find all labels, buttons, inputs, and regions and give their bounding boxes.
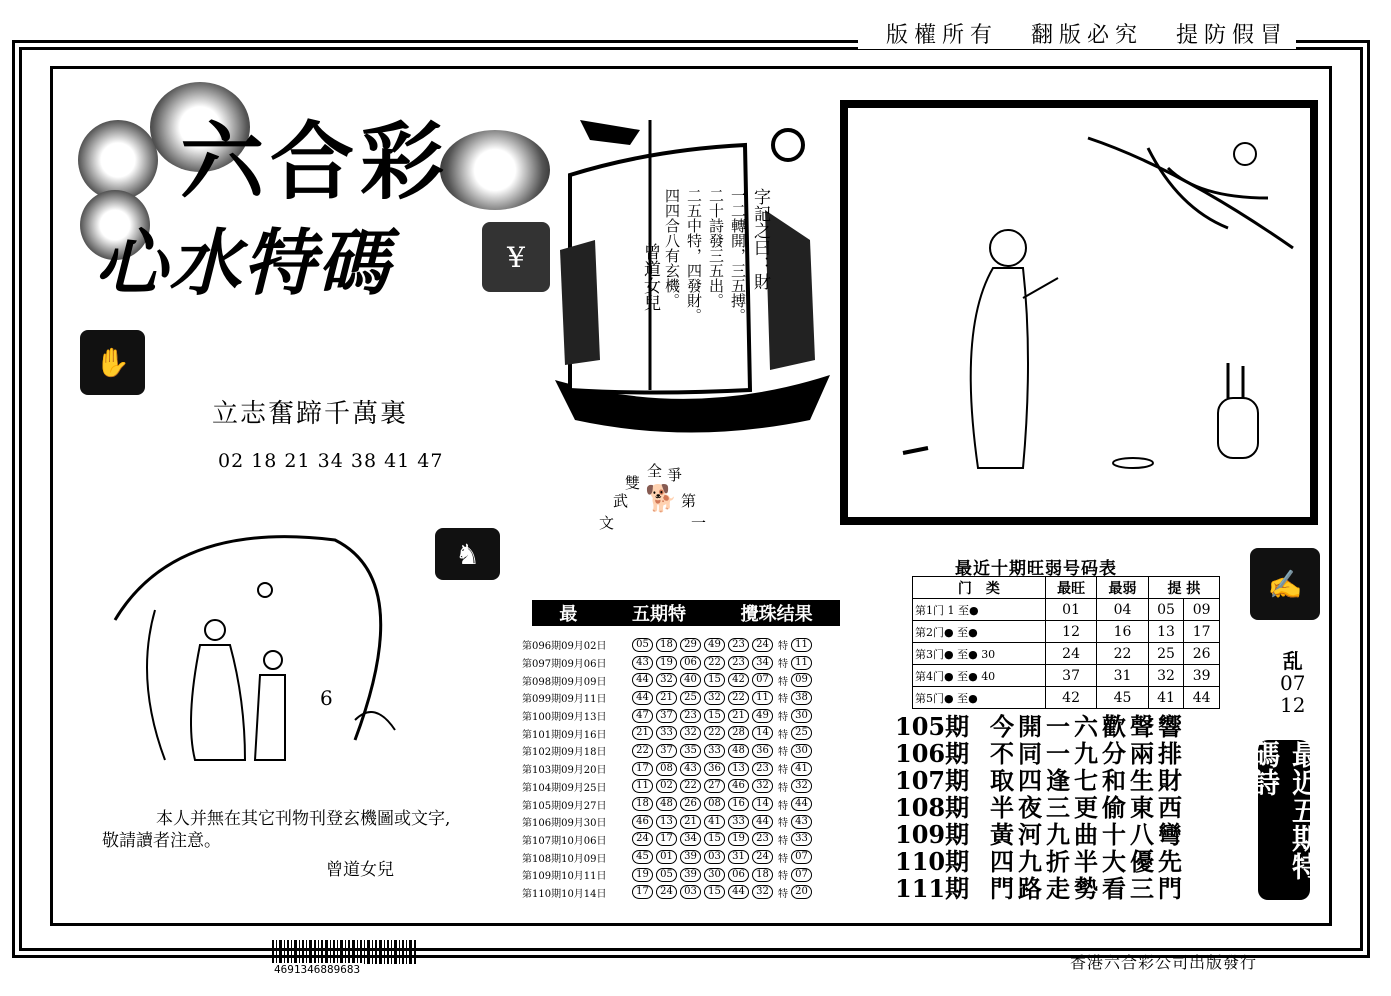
poem-text: 四九折半大優先	[990, 847, 1186, 876]
door: 第5门● 至●	[913, 687, 1046, 709]
col-weak: 最弱	[1097, 577, 1148, 599]
result-ball: 34	[680, 832, 701, 846]
results-header-2: 五期特	[631, 604, 686, 625]
result-ball: 24	[752, 638, 773, 652]
result-ball: 05	[656, 868, 677, 882]
issue-date	[1280, 650, 1305, 716]
result-row	[522, 884, 832, 902]
poem-author: 曾道女兒	[640, 243, 660, 311]
result-ball: 47	[632, 709, 653, 723]
cell-weak: 16	[1097, 621, 1148, 643]
strong-weak-table	[912, 576, 1220, 709]
poem-col-5: 四四合八有玄機。	[663, 188, 681, 308]
cell-provide-1: 32	[1148, 665, 1184, 687]
riddle-char-2: 爭	[667, 466, 683, 484]
result-ball: 48	[656, 797, 677, 811]
special-label: 特	[778, 782, 788, 794]
result-row	[522, 671, 832, 689]
special-label: 特	[778, 712, 788, 724]
date-month: 07	[1280, 671, 1306, 695]
cell-weak: 31	[1097, 665, 1148, 687]
sub-title: 心水特碼	[95, 221, 392, 305]
result-row	[522, 724, 832, 742]
special-label: 特	[778, 888, 788, 900]
cell-provide-1: 41	[1148, 687, 1184, 709]
poem-text: 取四逢七和生財	[990, 766, 1186, 795]
result-ball: 18	[632, 797, 653, 811]
cell-provide-2: 09	[1184, 599, 1220, 621]
date-day: 12	[1280, 693, 1306, 717]
result-ball: 23	[728, 656, 749, 670]
result-ball: 13	[728, 762, 749, 776]
result-date: 第098期09月09日	[522, 676, 607, 688]
door: 第2门● 至●	[913, 621, 1046, 643]
cell-strong: 12	[1045, 621, 1096, 643]
result-ball: 02	[656, 779, 677, 793]
result-ball: 36	[704, 762, 725, 776]
result-ball: 25	[680, 691, 701, 705]
result-ball: 19	[728, 832, 749, 846]
disclaimer-line-2: 敬請讀者注意。	[102, 831, 221, 851]
result-ball: 44	[752, 815, 773, 829]
moneybag-icon: ¥	[482, 222, 550, 292]
result-row	[522, 848, 832, 866]
special-label: 特	[778, 729, 788, 741]
result-ball: 11	[752, 691, 773, 705]
result-ball: 17	[632, 885, 653, 899]
special-label: 特	[778, 818, 788, 830]
recommended-numbers: 02 18 21 34 38 41 47	[218, 450, 444, 472]
result-row	[522, 795, 832, 813]
special-ball: 11	[791, 656, 812, 670]
cell-provide-2: 17	[1184, 621, 1220, 643]
result-ball: 33	[656, 726, 677, 740]
result-row	[522, 654, 832, 672]
result-date: 第108期10月09日	[522, 853, 607, 865]
special-ball: 07	[791, 868, 812, 882]
result-ball: 08	[656, 762, 677, 776]
special-ball: 43	[791, 815, 812, 829]
result-row	[522, 831, 832, 849]
result-date: 第099期09月11日	[522, 694, 607, 706]
cell-weak: 04	[1097, 599, 1148, 621]
horse-hand-icon: ✋	[80, 330, 145, 395]
result-ball: 41	[704, 815, 725, 829]
result-ball: 15	[704, 673, 725, 687]
poem-issue: 109期	[895, 820, 970, 849]
table-row	[913, 643, 1220, 665]
result-ball: 23	[752, 762, 773, 776]
disclaimer-line-1: 本人并無在其它刊物刊登玄機圖或文字,	[156, 809, 451, 829]
special-ball: 09	[791, 673, 812, 687]
special-label: 特	[778, 853, 788, 865]
result-ball: 22	[728, 691, 749, 705]
poem-col-2: 一二轉開，三五搏。	[729, 188, 747, 323]
result-ball: 43	[680, 762, 701, 776]
result-ball: 27	[704, 779, 725, 793]
result-row	[522, 707, 832, 725]
special-label: 特	[778, 765, 788, 777]
main-title: 六合彩	[180, 113, 451, 211]
poem-issue: 110期	[895, 847, 970, 876]
hand-rope-icon: ✍	[1250, 548, 1320, 620]
poem-row	[895, 869, 1186, 904]
cell-strong: 37	[1045, 665, 1096, 687]
result-ball: 46	[632, 815, 653, 829]
result-ball: 06	[680, 656, 701, 670]
riddle-figure	[595, 460, 715, 530]
result-ball: 44	[728, 885, 749, 899]
cell-provide-2: 44	[1184, 687, 1220, 709]
title-orb-1	[78, 120, 158, 200]
woman-praying-illustration	[840, 100, 1318, 525]
result-ball: 46	[728, 779, 749, 793]
result-ball: 44	[632, 673, 653, 687]
result-ball: 43	[632, 656, 653, 670]
result-row	[522, 689, 832, 707]
result-ball: 39	[680, 868, 701, 882]
result-date: 第103期09月20日	[522, 765, 607, 777]
col-provide: 提 拱	[1148, 577, 1219, 599]
result-ball: 24	[632, 832, 653, 846]
result-ball: 14	[752, 726, 773, 740]
table-row	[913, 665, 1220, 687]
disclaimer	[102, 808, 450, 852]
result-date: 第101期09月16日	[522, 729, 607, 741]
result-date: 第105期09月27日	[522, 800, 607, 812]
poem-issue: 107期	[895, 766, 970, 795]
poem-text: 黃河九曲十八彎	[990, 820, 1186, 849]
result-ball: 05	[632, 638, 653, 652]
special-ball: 30	[791, 744, 812, 758]
result-ball: 13	[656, 815, 677, 829]
cell-provide-1: 13	[1148, 621, 1184, 643]
special-label: 特	[778, 800, 788, 812]
result-ball: 15	[704, 885, 725, 899]
result-ball: 31	[728, 850, 749, 864]
result-ball: 37	[656, 709, 677, 723]
result-ball: 34	[752, 656, 773, 670]
result-ball: 22	[704, 656, 725, 670]
result-ball: 16	[728, 797, 749, 811]
riddle-char-6: 文	[599, 514, 615, 532]
result-ball: 33	[728, 815, 749, 829]
special-label: 特	[778, 694, 788, 706]
riddle-char-5: 第	[681, 492, 697, 510]
poem-col-4: 二五中特，四發財。	[685, 188, 703, 323]
result-ball: 15	[704, 832, 725, 846]
notice-1: 版權所有	[885, 23, 998, 48]
result-ball: 35	[680, 744, 701, 758]
result-ball: 18	[656, 638, 677, 652]
table-row	[913, 599, 1220, 621]
result-ball: 28	[728, 726, 749, 740]
results-header-3: 攪珠结果	[740, 604, 813, 625]
result-row	[522, 866, 832, 884]
special-ball: 41	[791, 762, 812, 776]
result-ball: 11	[632, 779, 653, 793]
special-label: 特	[778, 835, 788, 847]
cell-weak: 22	[1097, 643, 1148, 665]
poem-col-3: 二十詩發三五出。	[707, 188, 725, 308]
result-ball: 32	[704, 691, 725, 705]
result-row	[522, 760, 832, 778]
result-ball: 22	[632, 744, 653, 758]
result-ball: 17	[656, 832, 677, 846]
result-ball: 17	[632, 762, 653, 776]
special-ball: 11	[791, 638, 812, 652]
result-ball: 23	[680, 709, 701, 723]
result-ball: 03	[680, 885, 701, 899]
dog-icon: 🐕	[645, 484, 678, 514]
result-ball: 23	[728, 638, 749, 652]
result-ball: 30	[704, 868, 725, 882]
result-ball: 37	[656, 744, 677, 758]
result-ball: 49	[704, 638, 725, 652]
cell-provide-1: 05	[1148, 599, 1184, 621]
cell-strong: 01	[1045, 599, 1096, 621]
result-ball: 22	[680, 779, 701, 793]
door: 第3门● 至● 30	[913, 643, 1046, 665]
result-ball: 24	[752, 850, 773, 864]
cell-strong: 24	[1045, 643, 1096, 665]
result-ball: 32	[752, 885, 773, 899]
result-date: 第110期10月14日	[522, 888, 607, 900]
table-row	[913, 621, 1220, 643]
barcode-number: 4691346889683	[274, 963, 361, 976]
col-door: 门 类	[913, 577, 1046, 599]
result-ball: 48	[728, 744, 749, 758]
result-ball: 32	[680, 726, 701, 740]
result-row	[522, 742, 832, 760]
poem-col-1: 字記之曰：財	[750, 188, 770, 290]
result-ball: 29	[680, 638, 701, 652]
result-ball: 21	[656, 691, 677, 705]
special-ball: 07	[791, 850, 812, 864]
poem-issue: 111期	[895, 874, 970, 903]
result-ball: 19	[632, 868, 653, 882]
poem-issue: 108期	[895, 793, 970, 822]
publisher: 香港六合彩公司出版發行	[1070, 953, 1258, 972]
door: 第1门 1 至●	[913, 599, 1046, 621]
poem-issue: 106期	[895, 739, 970, 768]
notice-2: 翻版必究	[1030, 23, 1143, 48]
result-date: 第107期10月06日	[522, 835, 607, 847]
result-row	[522, 778, 832, 796]
result-ball: 44	[632, 691, 653, 705]
title-orb-3	[440, 130, 550, 210]
cell-weak: 45	[1097, 687, 1148, 709]
result-ball: 19	[656, 656, 677, 670]
result-date: 第104期09月25日	[522, 782, 607, 794]
door: 第4门● 至● 40	[913, 665, 1046, 687]
result-date: 第106期09月30日	[522, 818, 607, 830]
result-ball: 32	[752, 779, 773, 793]
result-ball: 49	[752, 709, 773, 723]
result-ball: 01	[656, 850, 677, 864]
date-char: 乱	[1282, 649, 1303, 673]
table-title: 最近十期旺弱号码表	[955, 559, 1117, 579]
result-ball: 18	[752, 868, 773, 882]
special-label: 特	[778, 871, 788, 883]
result-ball: 15	[704, 709, 725, 723]
result-ball: 32	[656, 673, 677, 687]
special-ball: 25	[791, 726, 812, 740]
special-ball: 32	[791, 779, 812, 793]
poem-text: 今開一六歡聲響	[990, 712, 1186, 741]
result-date: 第097期09月06日	[522, 659, 607, 671]
result-ball: 03	[704, 850, 725, 864]
special-ball: 38	[791, 691, 812, 705]
results-header-1: 最	[559, 604, 578, 625]
result-ball: 36	[752, 744, 773, 758]
figure-number: 6	[320, 686, 333, 710]
special-label: 特	[778, 641, 788, 653]
result-ball: 45	[632, 850, 653, 864]
result-ball: 22	[704, 726, 725, 740]
riddle-char-3: 雙	[625, 474, 641, 492]
poem-text: 不同一九分兩排	[990, 739, 1186, 768]
cell-provide-1: 25	[1148, 643, 1184, 665]
special-label: 特	[778, 676, 788, 688]
riddle-char-7: 一	[691, 514, 707, 532]
result-ball: 33	[704, 744, 725, 758]
result-date: 第100期09月13日	[522, 712, 607, 724]
results-list	[522, 636, 832, 901]
result-ball: 21	[728, 709, 749, 723]
result-date: 第096期09月02日	[522, 641, 607, 653]
result-ball: 23	[752, 832, 773, 846]
result-ball: 26	[680, 797, 701, 811]
result-ball: 06	[728, 868, 749, 882]
special-ball: 44	[791, 797, 812, 811]
copyright-notice	[858, 18, 1296, 49]
result-ball: 07	[752, 673, 773, 687]
special-label: 特	[778, 659, 788, 671]
notice-3: 提防假冒	[1175, 23, 1288, 48]
result-ball: 21	[680, 815, 701, 829]
riddle-char-4: 武	[613, 492, 629, 510]
cell-strong: 42	[1045, 687, 1096, 709]
result-ball: 14	[752, 797, 773, 811]
special-ball: 33	[791, 832, 812, 846]
col-strong: 最旺	[1045, 577, 1096, 599]
special-label: 特	[778, 747, 788, 759]
cell-provide-2: 26	[1184, 643, 1220, 665]
poem-text: 半夜三更偷東西	[990, 793, 1186, 822]
tree-scholar-illustration	[95, 520, 415, 785]
poem-text: 門路走勢看三門	[990, 874, 1186, 903]
result-ball: 08	[704, 797, 725, 811]
result-ball: 39	[680, 850, 701, 864]
side-title: 最近五期特碼詩	[1258, 740, 1310, 900]
result-row	[522, 813, 832, 831]
horse-head-icon: ♞	[435, 528, 500, 580]
special-ball: 30	[791, 709, 812, 723]
results-header	[532, 600, 840, 626]
result-ball: 40	[680, 673, 701, 687]
result-ball: 42	[728, 673, 749, 687]
cell-provide-2: 39	[1184, 665, 1220, 687]
result-ball: 21	[632, 726, 653, 740]
result-ball: 24	[656, 885, 677, 899]
ship-poem	[610, 188, 770, 368]
result-row	[522, 636, 832, 654]
result-date: 第102期09月18日	[522, 747, 607, 759]
signature: 曾道女兒	[326, 860, 394, 880]
motto: 立志奮蹄千萬裏	[212, 399, 409, 429]
table-row	[913, 687, 1220, 709]
riddle-char-1: 全	[647, 462, 663, 480]
poem-issue: 105期	[895, 712, 970, 741]
special-ball: 20	[791, 885, 812, 899]
result-date: 第109期10月11日	[522, 871, 607, 883]
